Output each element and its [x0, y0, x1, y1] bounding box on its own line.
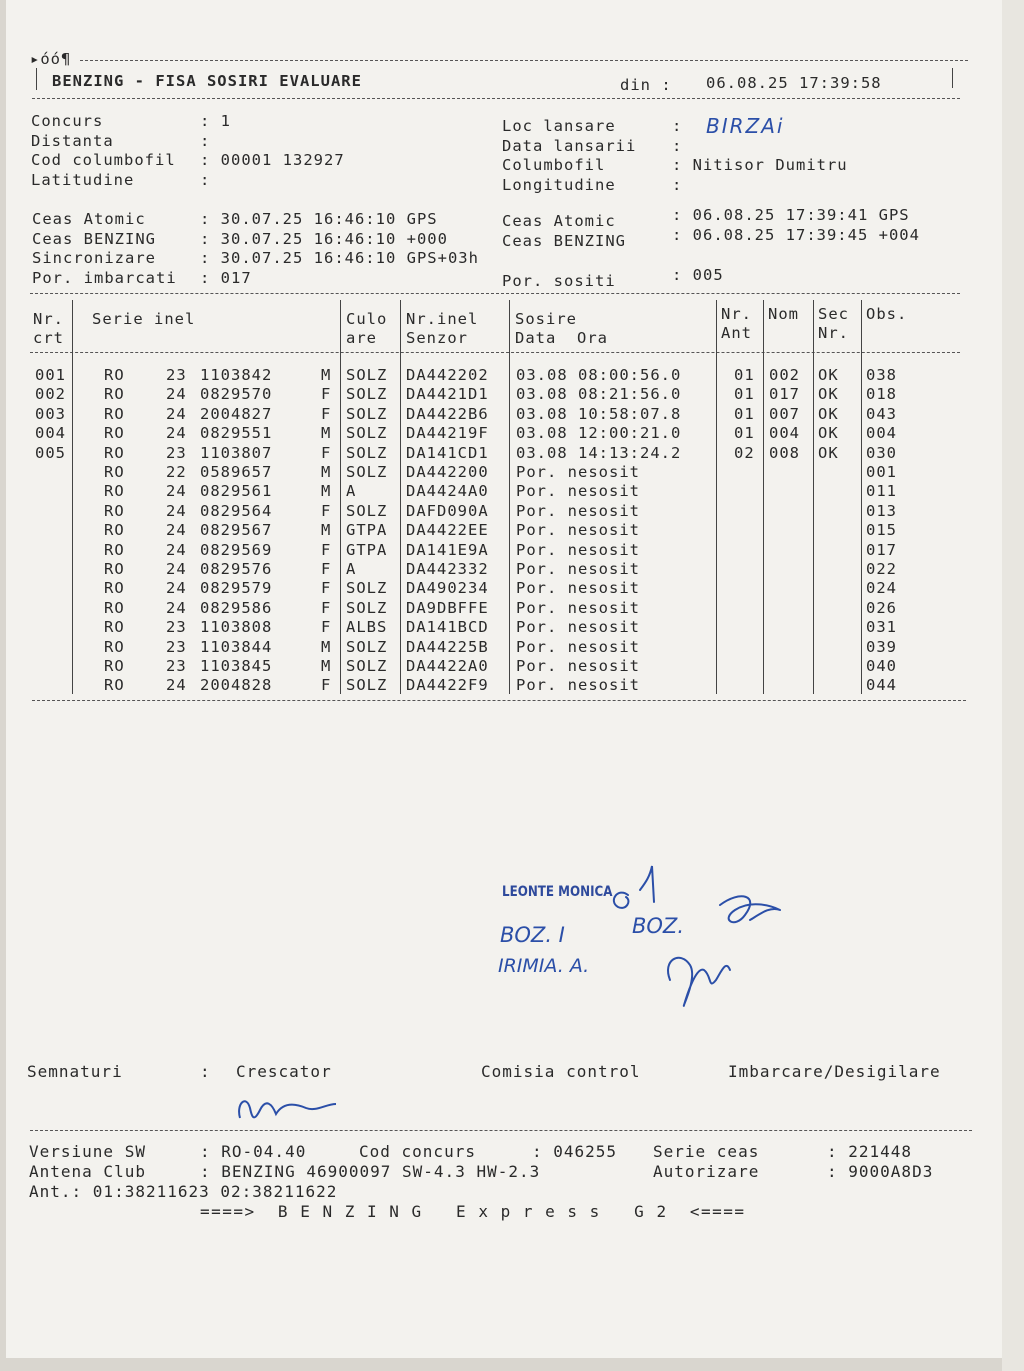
info-left-value: : 00001 132927 — [200, 151, 345, 169]
cell-arr: 03.08 08:21:56.0 — [516, 385, 682, 404]
cell-arr: Por. nesosit — [516, 579, 640, 598]
col-divider-8 — [861, 300, 862, 694]
cell-crt: 005 — [35, 443, 66, 462]
header-bottom-rule — [32, 98, 960, 99]
cell-sensor: DA4422A0 — [406, 657, 489, 675]
cell-sensor: DA442332 — [406, 560, 489, 578]
cell-col: A — [346, 560, 357, 578]
info-left-value: : 1 — [200, 112, 231, 130]
cell-ring: 0829576 — [200, 560, 273, 578]
cell-sec: OK — [818, 404, 839, 423]
cell-arr: 03.08 10:58:07.8 — [516, 404, 682, 423]
cell-obs: 004 — [866, 424, 897, 443]
handnote-2: BOZ. — [632, 914, 684, 938]
cell-yr: 24 — [166, 385, 187, 404]
cell-yr: 24 — [166, 482, 187, 501]
cell-ring: 0829586 — [200, 598, 273, 617]
cell-ring: 1103808 — [200, 618, 273, 637]
col-divider-5 — [716, 300, 717, 694]
table-bottom-rule — [32, 700, 966, 701]
cell-sensor: DA44225B — [406, 637, 489, 656]
col-header-senzor: Senzor — [406, 329, 468, 347]
cell-col: SOLZ — [346, 579, 388, 598]
cell-obs: 026 — [866, 598, 897, 617]
cell-col: A — [346, 482, 357, 501]
cell-col: SOLZ — [346, 501, 388, 520]
info-left-value: : — [200, 170, 211, 189]
cell-sensor: DA4424A0 — [406, 482, 489, 501]
cell-yr: 23 — [166, 366, 187, 384]
cell-sec: OK — [818, 385, 839, 404]
cell-sensor: DA490234 — [406, 579, 489, 598]
table-header-rule — [30, 352, 960, 353]
cell-ring: 2004828 — [200, 676, 273, 695]
cell-sensor: DA141E9A — [406, 540, 489, 559]
col-header-crt: crt — [33, 329, 64, 347]
cell-yr: 23 — [166, 443, 187, 462]
cell-obs: 040 — [866, 657, 897, 675]
header-left-bar — [36, 68, 37, 90]
header-mark: ▸óó¶ — [30, 50, 72, 68]
cell-sex: M — [321, 637, 332, 656]
col-divider-6 — [763, 300, 764, 694]
cell-sex: F — [321, 560, 332, 578]
col-header-are: are — [346, 329, 377, 347]
cell-arr: Por. nesosit — [516, 637, 640, 656]
info-right-label: Longitudine — [502, 175, 616, 194]
cell-obs: 030 — [866, 443, 897, 462]
col-divider-1 — [72, 300, 73, 694]
cell-obs: 011 — [866, 482, 897, 501]
cell-ro: RO — [104, 366, 125, 384]
info-right-label: Loc lansare — [502, 117, 616, 135]
footer-versiune-label: Versiune SW — [29, 1142, 146, 1161]
cell-yr: 24 — [166, 404, 187, 423]
footer-serie-label: Serie ceas — [653, 1142, 760, 1161]
info-left-label: Latitudine — [31, 170, 135, 189]
col-divider-7 — [813, 300, 814, 694]
cell-ring: 0829561 — [200, 482, 273, 501]
col-header-ant: Ant — [721, 324, 752, 342]
header-right-bar — [952, 68, 953, 88]
info-left-value: : — [200, 131, 211, 150]
cell-ro: RO — [104, 676, 125, 695]
cell-ant: 02 — [734, 443, 755, 462]
cell-col: SOLZ — [346, 424, 388, 443]
col-divider-2 — [340, 300, 341, 694]
cell-sex: M — [321, 463, 332, 481]
col-header-sec: Sec — [818, 305, 849, 323]
cell-sex: M — [321, 482, 332, 501]
cell-sex: F — [321, 598, 332, 617]
cell-obs: 043 — [866, 404, 897, 423]
cell-sec: OK — [818, 366, 839, 384]
info-left-label: Concurs — [31, 112, 104, 130]
cell-sensor: DA4422B6 — [406, 404, 489, 423]
col-header-secnr: Nr. — [818, 324, 849, 342]
footer-autorizare-label: Autorizare — [653, 1162, 760, 1181]
cell-sensor: DAFD090A — [406, 501, 489, 520]
cell-ring: 1103842 — [200, 366, 273, 384]
cell-obs: 024 — [866, 579, 897, 598]
cell-ant: 01 — [734, 424, 755, 443]
signatures-handwritten — [600, 860, 820, 1030]
cell-ro: RO — [104, 540, 125, 559]
cell-obs: 018 — [866, 385, 897, 404]
clock-left-label: Ceas Atomic — [32, 210, 146, 228]
col-header-dataora: Data Ora — [515, 329, 608, 347]
cell-sensor: DA9DBFFE — [406, 598, 489, 617]
page-title: BENZING - FISA SOSIRI EVALUARE — [52, 72, 362, 90]
cell-yr: 24 — [166, 560, 187, 578]
clock-left-label: Ceas BENZING — [32, 229, 156, 248]
cell-ring: 0829567 — [200, 521, 273, 540]
info-right-value: : — [672, 136, 683, 155]
cell-ro: RO — [104, 598, 125, 617]
cell-yr: 24 — [166, 598, 187, 617]
cell-col: SOLZ — [346, 637, 388, 656]
clock-left-value: : 017 — [200, 268, 252, 287]
handnote-3: IRIMIA. A. — [498, 955, 590, 977]
cell-obs: 017 — [866, 540, 897, 559]
cell-sex: F — [321, 676, 332, 695]
cell-sensor: DA141BCD — [406, 618, 489, 637]
cell-yr: 23 — [166, 657, 187, 675]
cell-crt: 001 — [35, 366, 66, 384]
signatures-label: Semnaturi — [27, 1062, 123, 1081]
footer-serie-value: : 221448 — [827, 1142, 913, 1161]
signature-crescator-label: Crescator — [236, 1062, 332, 1081]
cell-sex: F — [321, 443, 332, 462]
cell-sex: F — [321, 579, 332, 598]
cell-yr: 23 — [166, 637, 187, 656]
cell-arr: Por. nesosit — [516, 676, 640, 695]
cell-sensor: DA141CD1 — [406, 443, 489, 462]
col-header-nrant: Nr. — [721, 305, 752, 323]
cell-sex: M — [321, 366, 332, 384]
cell-col: SOLZ — [346, 463, 388, 481]
signature-comisia-label: Comisia control — [481, 1062, 641, 1081]
clock-left-label: Sincronizare — [32, 249, 156, 267]
table-top-rule — [30, 293, 960, 294]
cell-yr: 24 — [166, 521, 187, 540]
cell-arr: Por. nesosit — [516, 598, 640, 617]
footer-versiune-value: : RO-04.40 — [200, 1142, 307, 1161]
cell-sex: F — [321, 618, 332, 637]
cell-crt: 002 — [35, 385, 66, 404]
clock-right-value: : 06.08.25 17:39:45 +004 — [672, 226, 920, 244]
cell-nom: 004 — [769, 424, 800, 443]
clock-right-label: Ceas Atomic — [502, 212, 616, 230]
cell-sex: F — [321, 385, 332, 404]
cell-ro: RO — [104, 385, 125, 404]
cell-yr: 23 — [166, 618, 187, 637]
cell-col: SOLZ — [346, 443, 388, 462]
col-header-serie: Serie inel — [92, 310, 196, 328]
cell-arr: Por. nesosit — [516, 501, 640, 520]
cell-sensor: DA442200 — [406, 463, 489, 481]
cell-ro: RO — [104, 657, 125, 675]
info-right-value: : — [672, 117, 683, 135]
col-header-nrinel: Nr.inel — [406, 310, 479, 328]
cell-obs: 039 — [866, 637, 897, 656]
cell-yr: 24 — [166, 424, 187, 443]
cell-ro: RO — [104, 521, 125, 540]
cell-col: SOLZ — [346, 598, 388, 617]
cell-obs: 038 — [866, 366, 897, 384]
cell-arr: Por. nesosit — [516, 657, 640, 675]
cell-ro: RO — [104, 501, 125, 520]
clock-right-label: Ceas BENZING — [502, 232, 626, 250]
cell-ro: RO — [104, 579, 125, 598]
info-left-label: Distanta — [31, 131, 114, 150]
footer-antena-label: Antena Club — [29, 1162, 146, 1181]
print-date: 06.08.25 17:39:58 — [706, 74, 882, 92]
cell-sex: F — [321, 540, 332, 559]
cell-yr: 22 — [166, 463, 187, 481]
cell-arr: Por. nesosit — [516, 540, 640, 559]
cell-sex: M — [321, 424, 332, 443]
info-left-label: Cod columbofil — [31, 151, 176, 169]
cell-arr: Por. nesosit — [516, 482, 640, 501]
cell-ro: RO — [104, 637, 125, 656]
cell-ro: RO — [104, 463, 125, 481]
cell-col: SOLZ — [346, 657, 388, 675]
footer-antena-value: : BENZING 46900097 SW-4.3 HW-2.3 — [200, 1162, 541, 1181]
footer-cod-value: : 046255 — [532, 1142, 618, 1161]
cell-col: ALBS — [346, 618, 388, 637]
cell-arr: 03.08 12:00:21.0 — [516, 424, 682, 443]
cell-arr: Por. nesosit — [516, 521, 640, 540]
cell-ring: 0829570 — [200, 385, 273, 404]
cell-sensor: DA4422EE — [406, 521, 489, 540]
header-top-rule — [80, 60, 968, 61]
col-header-obs: Obs. — [866, 305, 908, 323]
cell-sensor: DA44219F — [406, 424, 489, 443]
cell-ring: 1103844 — [200, 637, 273, 656]
clock-left-value: : 30.07.25 16:46:10 +000 — [200, 229, 448, 248]
cell-ro: RO — [104, 404, 125, 423]
cell-sex: F — [321, 404, 332, 423]
breeder-signature — [232, 1090, 342, 1130]
cell-nom: 008 — [769, 443, 800, 462]
col-header-nom: Nom — [768, 305, 799, 323]
info-right-label: Columbofil — [502, 156, 606, 174]
cell-ring: 0829579 — [200, 579, 273, 598]
cell-ant: 01 — [734, 366, 755, 384]
cell-obs: 022 — [866, 560, 897, 578]
cell-arr: 03.08 14:13:24.2 — [516, 443, 682, 462]
cell-col: SOLZ — [346, 366, 388, 384]
col-header-culo: Culo — [346, 310, 388, 328]
cell-yr: 24 — [166, 540, 187, 559]
page-edge — [1002, 0, 1024, 1371]
clock-left-label: Por. imbarcati — [32, 268, 177, 287]
cell-yr: 24 — [166, 501, 187, 520]
cell-arr: Por. nesosit — [516, 618, 640, 637]
cell-ring: 1103845 — [200, 657, 273, 675]
cell-obs: 013 — [866, 501, 897, 520]
cell-obs: 015 — [866, 521, 897, 540]
signature-imbarcare-label: Imbarcare/Desigilare — [728, 1062, 941, 1081]
clock-right-label: Por. sositi — [502, 272, 616, 290]
footer-brand-line: ====> B E N Z I N G E x p r e s s G 2 <==== — [200, 1202, 746, 1221]
handnote-1: BOZ. I — [500, 923, 565, 947]
stamp-name: LEONTE MONICA — [502, 884, 613, 900]
cell-ro: RO — [104, 482, 125, 501]
cell-ring: 0829564 — [200, 501, 273, 520]
cell-nom: 017 — [769, 385, 800, 404]
cell-ant: 01 — [734, 385, 755, 404]
footer-antennas: Ant.: 01:38211623 02:38211622 — [29, 1182, 338, 1201]
clock-right-value: : 06.08.25 17:39:41 GPS — [672, 206, 910, 224]
info-right-value: : Nitisor Dumitru — [672, 156, 848, 174]
cell-sex: M — [321, 521, 332, 540]
cell-sex: M — [321, 657, 332, 675]
cell-crt: 003 — [35, 404, 66, 423]
cell-sex: F — [321, 501, 332, 520]
cell-arr: 03.08 08:00:56.0 — [516, 366, 682, 384]
launch-place-handwritten: BIRZAi — [706, 114, 785, 138]
cell-sec: OK — [818, 424, 839, 443]
col-header-nr: Nr. — [33, 310, 64, 328]
cell-ring: 1103807 — [200, 443, 273, 462]
col-divider-4 — [509, 300, 510, 694]
cell-col: SOLZ — [346, 385, 388, 404]
cell-ro: RO — [104, 618, 125, 637]
date-label: din : — [620, 76, 672, 94]
cell-ring: 0829569 — [200, 540, 273, 559]
cell-sec: OK — [818, 443, 839, 462]
cell-ro: RO — [104, 424, 125, 443]
cell-sensor: DA4421D1 — [406, 385, 489, 404]
cell-yr: 24 — [166, 676, 187, 695]
cell-ant: 01 — [734, 404, 755, 423]
clock-left-value: : 30.07.25 16:46:10 GPS — [200, 210, 438, 228]
cell-sensor: DA442202 — [406, 366, 489, 384]
info-right-value: : — [672, 175, 683, 194]
cell-ring: 0589657 — [200, 463, 273, 481]
clock-left-value: : 30.07.25 16:46:10 GPS+03h — [200, 249, 479, 267]
cell-arr: Por. nesosit — [516, 463, 640, 481]
cell-nom: 002 — [769, 366, 800, 384]
info-right-label: Data lansarii — [502, 136, 637, 155]
cell-arr: Por. nesosit — [516, 560, 640, 578]
cell-col: GTPA — [346, 540, 388, 559]
cell-ring: 0829551 — [200, 424, 273, 443]
cell-col: SOLZ — [346, 676, 388, 695]
cell-ro: RO — [104, 560, 125, 578]
signatures-colon: : — [200, 1062, 211, 1081]
cell-col: GTPA — [346, 521, 388, 540]
cell-nom: 007 — [769, 404, 800, 423]
col-divider-3 — [400, 300, 401, 694]
cell-obs: 044 — [866, 676, 897, 695]
cell-col: SOLZ — [346, 404, 388, 423]
cell-obs: 001 — [866, 463, 897, 481]
cell-ro: RO — [104, 443, 125, 462]
footer-autorizare-value: : 9000A8D3 — [827, 1162, 934, 1181]
cell-ring: 2004827 — [200, 404, 273, 423]
footer-top-rule — [30, 1130, 972, 1131]
cell-sensor: DA4422F9 — [406, 676, 489, 695]
footer-cod-label: Cod concurs — [359, 1142, 476, 1161]
col-header-sosire: Sosire — [515, 310, 577, 328]
clock-right-value: : 005 — [672, 266, 724, 284]
cell-obs: 031 — [866, 618, 897, 637]
cell-yr: 24 — [166, 579, 187, 598]
cell-crt: 004 — [35, 424, 66, 443]
